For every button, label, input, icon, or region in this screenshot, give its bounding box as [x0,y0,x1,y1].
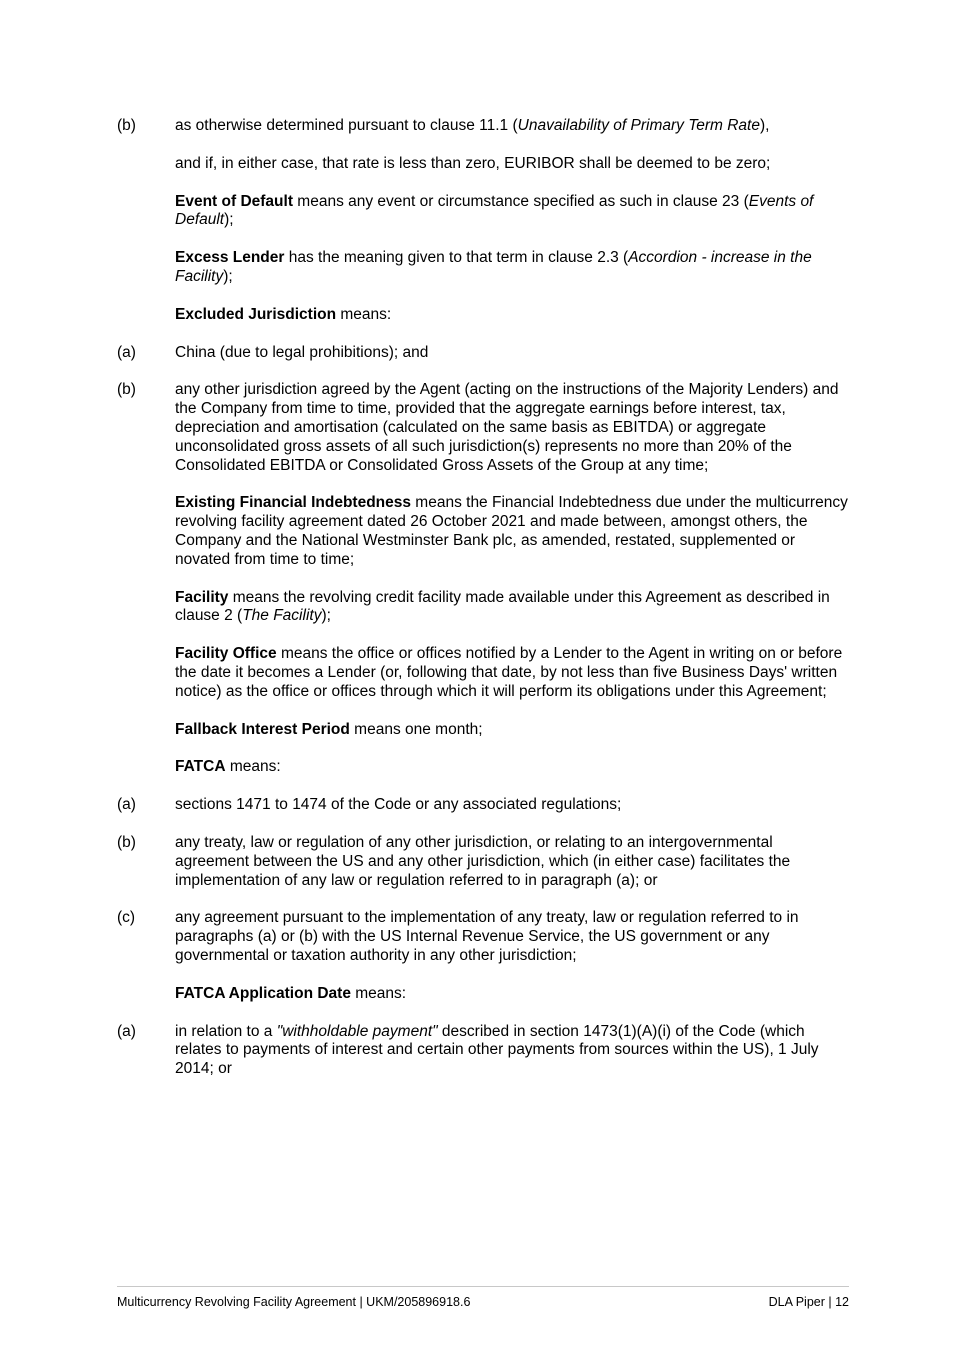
list-item: (a) China (due to legal prohibitions); and [117,343,429,361]
document-body [117,117,851,1098]
paragraph: and if, in either case, that rate is less than zero, EURIBOR shall be deemed to be zero; [175,154,771,172]
definition-fatca-application-date: FATCA Application Date means: [175,984,407,1002]
list-item: (a) sections 1471 to 1474 of the Code or any associated regulations; [117,796,622,814]
list-item: (c) any agreement pursuant to the implementation of any treaty, law or regulation referred to in paragraphs (a) or (b) with the US Internal Revenue Service, the US government or any governmental or taxation authority in any other jurisdiction; [117,909,799,964]
footer-document-reference: Multicurrency Revolving Facility Agreement | UKM/205896918.6 [117,1295,471,1309]
definition-facility-office: Facility Office means the office or offices notified by a Lender to the Agent in writing on or before the date it becomes a Lender (or, following that date, by not less than five Business Days' written notice) as the office or offices through which it will perform its obligations under this Agreement; [175,645,843,700]
list-item: (b) any other jurisdiction agreed by the Agent (acting on the instructions of the Majority Lenders) and the Company from time to time, provided that the aggregate earnings before interest, tax, depreciation and amortisation (calculated on the same basis as EBITDA) or aggregate unconsolidated gross assets of all such jurisdiction(s) represents no more than 20% of the Consolidated EBITDA or Consolidated Gross Assets of the Group at any time; [117,381,839,474]
definition-existing-financial-indebtedness: Existing Financial Indebtedness means the Financial Indebtedness due under the multicurrency revolving facility agreement dated 26 October 2021 and made between, amongst others, the Company and the National Westminster Bank plc, as amended, restated, supplemented or novated from time to time; [175,494,848,568]
list-item: (b) as otherwise determined pursuant to clause 11.1 (Unavailability of Primary Term Rate), [117,117,770,134]
list-item: (b) any treaty, law or regulation of any other jurisdiction, or relating to an intergovernmental agreement between the US and any other jurisdiction, which (in either case) facilitates the implementation of any law or regulation referred to in paragraph (a); or [117,833,791,889]
definition-event-of-default: Event of Default means any event or circumstance specified as such in clause 23 (Events of Default); [175,192,814,229]
definition-facility: Facility means the revolving credit facility made available under this Agreement as described in clause 2 (The Facility); [175,588,830,625]
definition-excess-lender: Excess Lender has the meaning given to that term in clause 2.3 (Accordion - increase in the Facility); [175,249,812,285]
definition-fallback-interest-period: Fallback Interest Period means one month; [175,720,483,738]
page-footer [117,1286,849,1312]
list-item: (a) in relation to a "withholdable payment" described in section 1473(1)(A)(i) of the Code (which relates to payments of interest and certain other payments from sources within the US), 1 July 2014; or [117,1022,819,1078]
definition-excluded-jurisdiction: Excluded Jurisdiction means: [175,305,392,323]
footer-page-number: DLA Piper | 12 [768,1295,849,1309]
definition-fatca: FATCA means: [175,758,281,776]
